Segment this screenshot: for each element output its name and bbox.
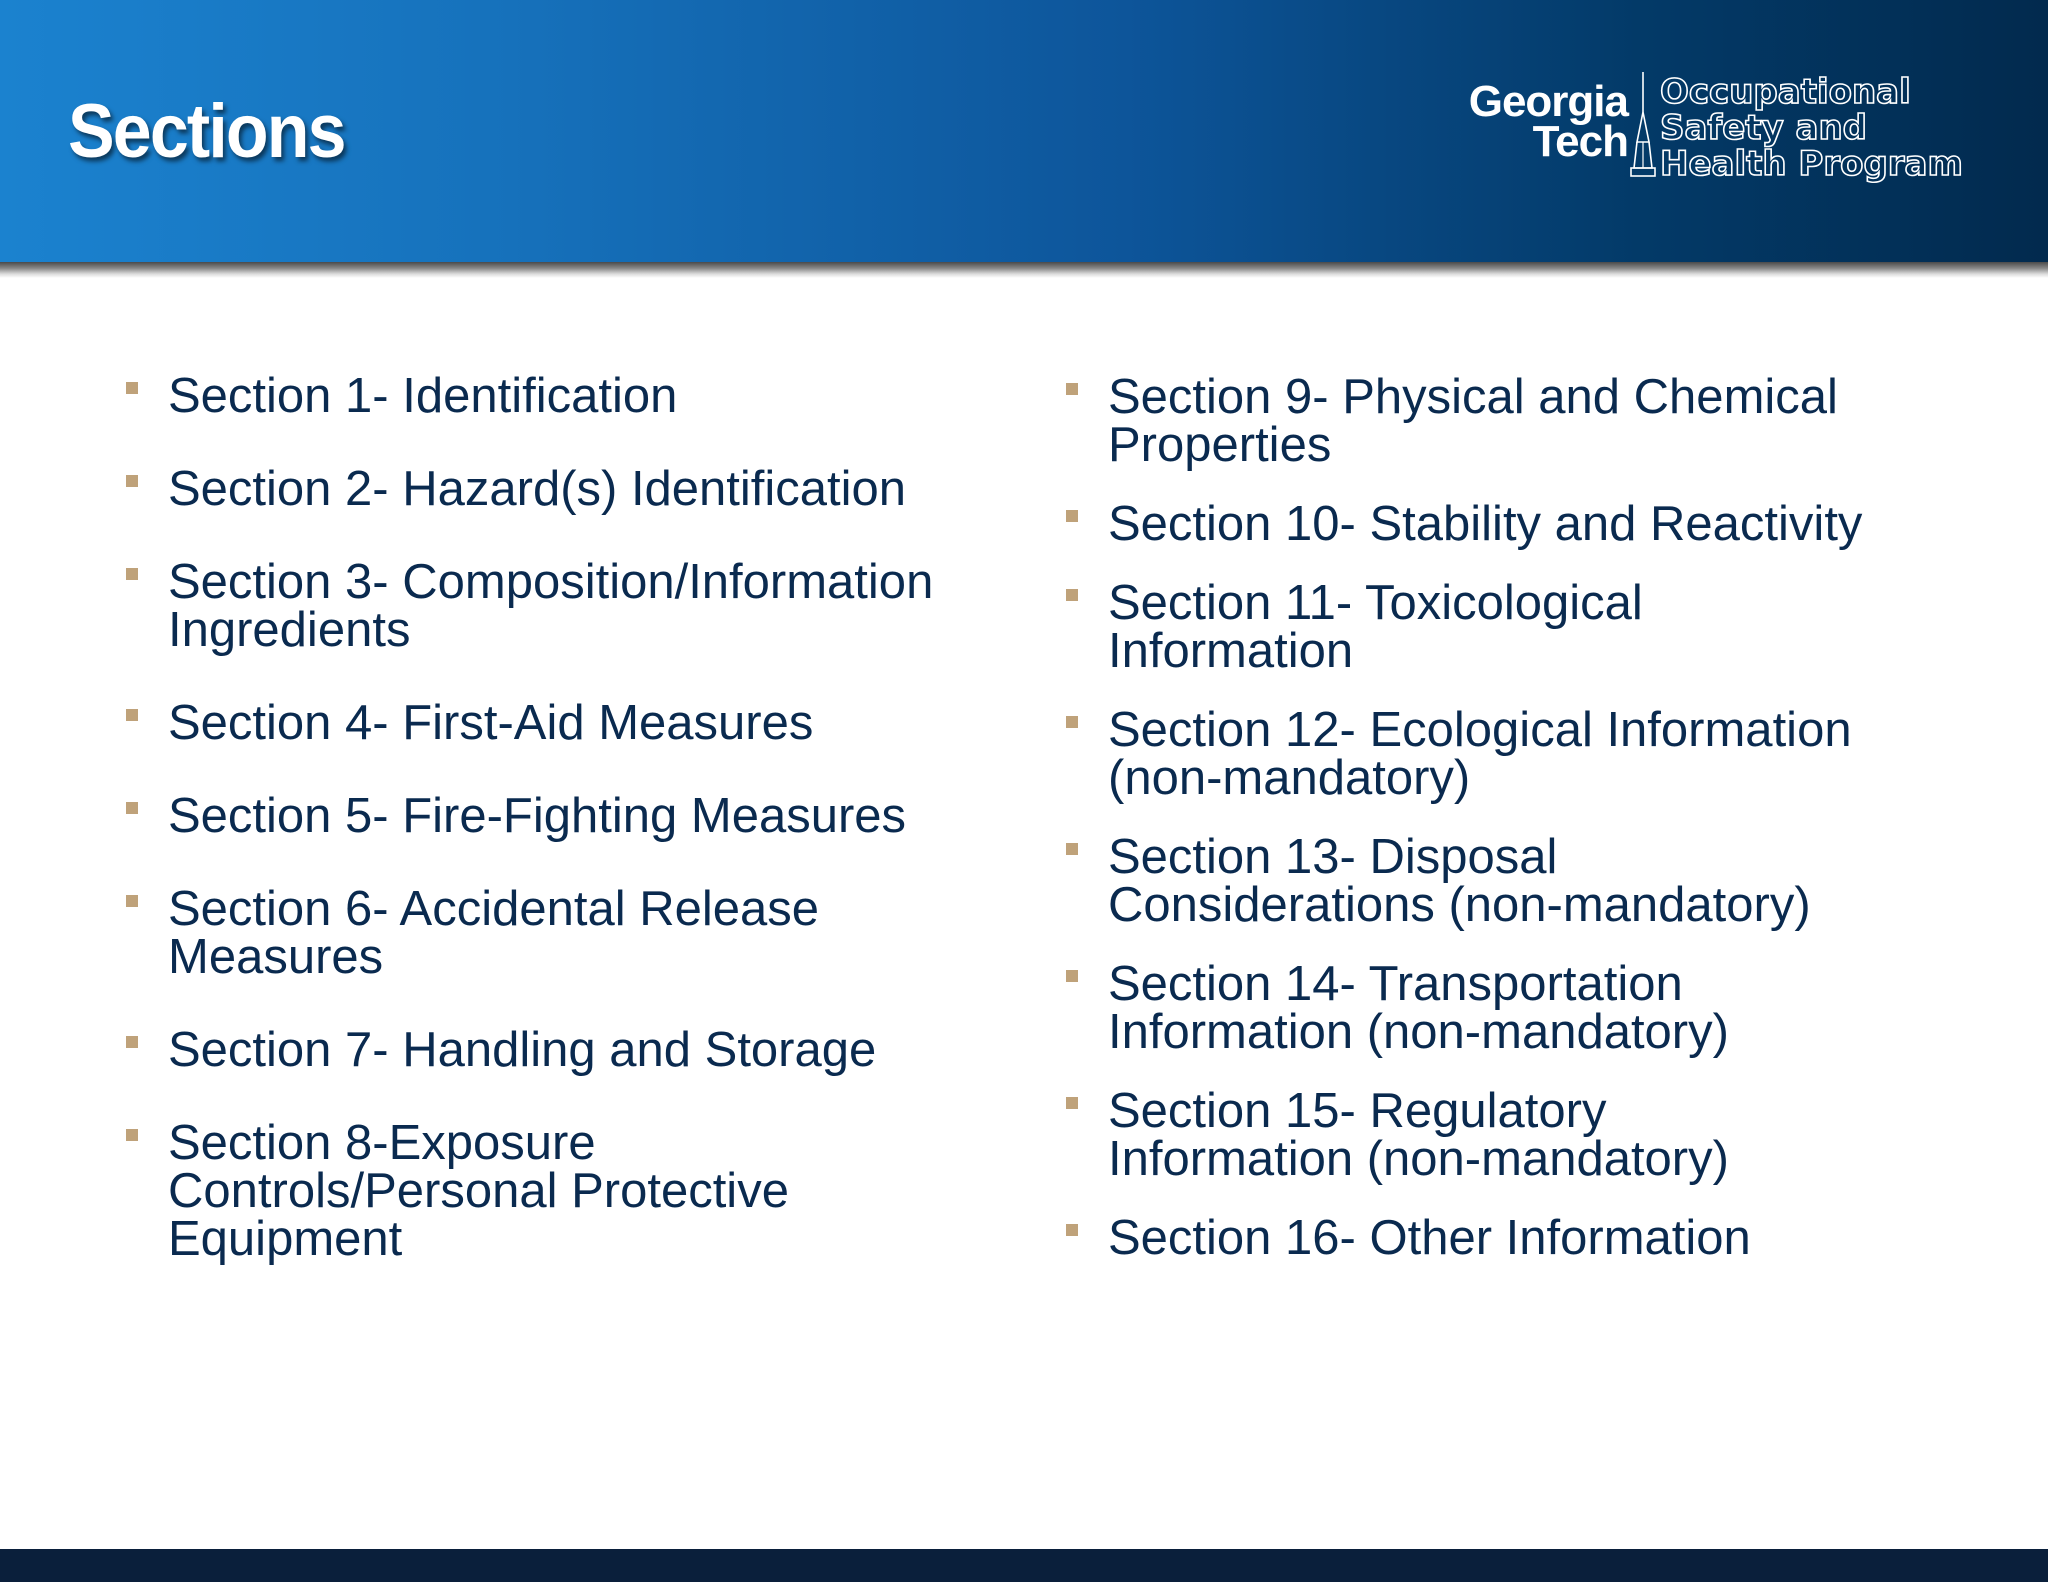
square-bullet-icon <box>1066 1097 1078 1109</box>
list-item <box>1064 576 1994 678</box>
list-item-text: Section 14- Transportation Information (non-mandatory) <box>1108 957 1729 1059</box>
list-item-text: Section 12- Ecological Information (non-mandatory) <box>1108 703 1852 805</box>
list-item-text: Section 3- Composition/Information Ingredients <box>168 555 934 657</box>
list-item <box>1064 830 1994 932</box>
list-item-text: Section 10- Stability and Reactivity <box>1108 497 1863 551</box>
list-item-text: Section 6- Accidental Release Measures <box>168 882 819 984</box>
sections-list-left <box>124 369 1004 1308</box>
square-bullet-icon <box>1066 589 1078 601</box>
square-bullet-icon <box>1066 970 1078 982</box>
list-item-text: Section 9- Physical and Chemical Properties <box>1108 370 1838 472</box>
list-item-text: Section 7- Handling and Storage <box>168 1023 877 1077</box>
square-bullet-icon <box>126 568 138 580</box>
list-item-text: Section 4- First-Aid Measures <box>168 696 814 750</box>
list-item <box>124 462 1004 516</box>
square-bullet-icon <box>126 1036 138 1048</box>
list-item-text: Section 16- Other Information <box>1108 1211 1751 1265</box>
list-item-text: Section 8-Exposure Controls/Personal Protective Equipment <box>168 1116 789 1266</box>
list-item <box>1064 957 1994 1059</box>
header-banner <box>0 0 2048 262</box>
list-item <box>1064 1084 1994 1186</box>
list-item-text: Section 15- Regulatory Information (non-mandatory) <box>1108 1084 1729 1186</box>
square-bullet-icon <box>1066 843 1078 855</box>
list-item <box>124 1023 1004 1077</box>
tech-tower-icon <box>1628 72 1658 178</box>
slide-title: Sections <box>68 89 345 174</box>
sections-list-right <box>1064 370 1994 1293</box>
square-bullet-icon <box>1066 510 1078 522</box>
list-item <box>124 789 1004 843</box>
logo-program-line3: Health Program <box>1660 144 1963 184</box>
logo-program-name <box>1660 74 1963 182</box>
logo-university-line2: Tech <box>1532 117 1628 166</box>
list-item-text: Section 2- Hazard(s) Identification <box>168 462 907 516</box>
list-item-text: Section 11- Toxicological Information <box>1108 576 1643 678</box>
square-bullet-icon <box>1066 716 1078 728</box>
square-bullet-icon <box>126 709 138 721</box>
square-bullet-icon <box>1066 1224 1078 1236</box>
list-item-text: Section 1- Identification <box>168 369 678 423</box>
square-bullet-icon <box>126 1129 138 1141</box>
square-bullet-icon <box>126 475 138 487</box>
list-item-text: Section 13- Disposal Considerations (non-mandatory) <box>1108 830 1811 932</box>
list-item <box>1064 1211 1994 1265</box>
logo-program-line1: Occupational <box>1660 72 1911 112</box>
list-item-text: Section 5- Fire-Fighting Measures <box>168 789 907 843</box>
logo-program-line2: Safety and <box>1660 108 1868 148</box>
list-item <box>124 1116 1004 1266</box>
logo-wordmark <box>1468 77 1628 166</box>
logo-university-line1: Georgia <box>1468 77 1628 126</box>
gt-oshp-logo <box>1410 72 2030 182</box>
header-divider <box>0 262 2048 278</box>
list-item <box>124 696 1004 750</box>
list-item <box>124 882 1004 984</box>
square-bullet-icon <box>1066 383 1078 395</box>
square-bullet-icon <box>126 895 138 907</box>
list-item <box>124 369 1004 423</box>
list-item <box>1064 370 1994 472</box>
square-bullet-icon <box>126 802 138 814</box>
square-bullet-icon <box>126 382 138 394</box>
list-item <box>124 555 1004 657</box>
footer-bar <box>0 1549 2048 1582</box>
list-item <box>1064 703 1994 805</box>
list-item <box>1064 497 1994 551</box>
